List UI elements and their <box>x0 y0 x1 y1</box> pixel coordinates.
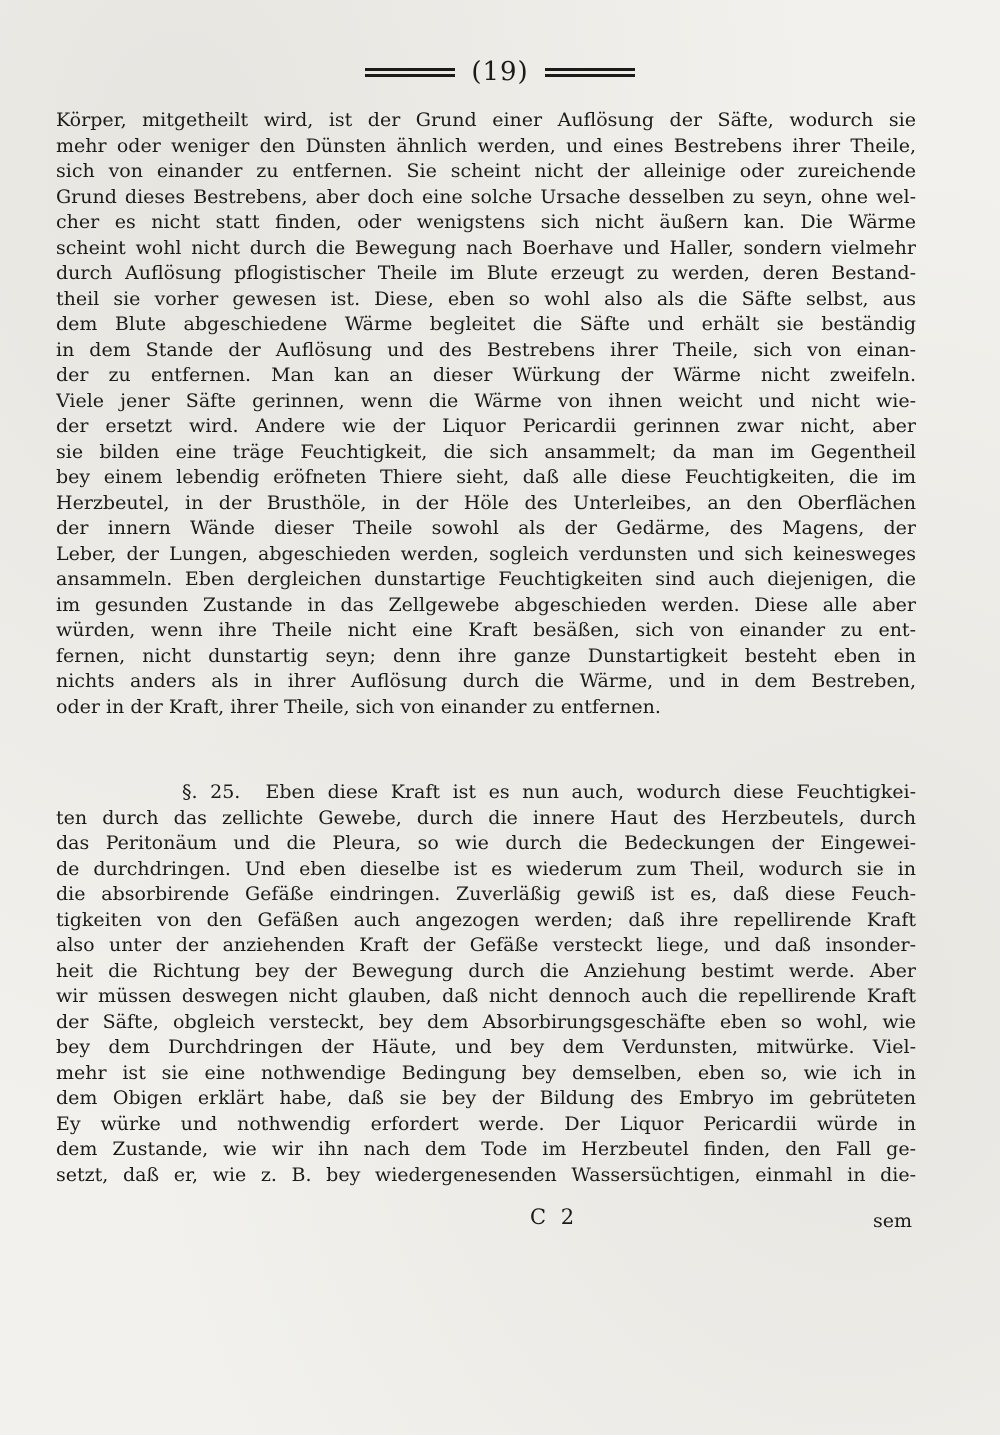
text-line: mehr ist sie eine nothwendige Bedingung bey demselben, eben so, wie ich in <box>56 1061 916 1084</box>
text-line: heit die Richtung bey der Bewegung durch die Anziehung bestimt werde. Aber <box>56 959 916 982</box>
text-line: Herzbeutel, in der Brusthöle, in der Höle des Unterleibes, an den Oberflächen <box>56 491 916 514</box>
paragraph-2 <box>56 780 916 1188</box>
text-line: nichts anders als in ihrer Auflösung durch die Wärme, und in dem Bestreben, <box>56 670 916 692</box>
text-line: Körper, mitgetheilt wird, ist der Grund einer Auflösung der Säfte, wodurch sie <box>56 109 916 131</box>
text-line: dem Blute abgeschiedene Wärme begleitet die Säfte und erhält sie beständig <box>56 313 916 335</box>
text-line: der innern Wände dieser Theile sowohl als der Gedärme, des Magens, der <box>56 517 916 539</box>
text-line: der zu entfernen. Man kan an dieser Würkung der Wärme nicht zweifeln. <box>56 364 916 386</box>
text-line: tigkeiten von den Gefäßen auch angezogen werden; daß ihre repellirende Kraft <box>56 908 916 931</box>
text-line: das Peritonäum und die Pleura, so wie durch die Bedeckungen der Eingewei- <box>56 832 916 854</box>
text-line: Ey würke und nothwendig erfordert werde. Der Liquor Pericardii würde in <box>56 1112 916 1135</box>
text-line: Leber, der Lungen, abgeschieden werden, sogleich verdunsten und sich keinesweges <box>56 542 916 565</box>
text-line: setzt, daß er, wie z. B. bey wiedergenesenden Wassersüchtigen, einmahl in die- <box>56 1163 916 1186</box>
text-line: de durchdringen. Und eben dieselbe ist es wiederum zum Theil, wodurch sie in <box>56 857 916 880</box>
paragraph-1 <box>56 108 916 720</box>
text-line: im gesunden Zustande in das Zellgewebe abgeschieden werden. Diese alle aber <box>56 593 916 616</box>
text-line: ansammeln. Eben dergleichen dunstartige Feuchtigkeiten sind auch diejenigen, die <box>56 568 916 590</box>
text-line: bey einem lebendig eröfneten Thiere sieht, daß alle diese Feuchtigkeiten, die im <box>56 466 916 488</box>
catchword: sem <box>872 1210 912 1232</box>
text-line: oder in der Kraft, ihrer Theile, sich von einander zu entfernen. <box>56 695 661 718</box>
text-line: §. 25. Eben diese Kraft ist es nun auch, wodurch diese Feuchtigkei- <box>56 781 916 803</box>
text-line: theil sie vorher gewesen ist. Diese, eben so wohl also als die Säfte selbst, aus <box>56 287 916 310</box>
text-line: Viele jener Säfte gerinnen, wenn die Wärme von ihnen weicht und nicht wie- <box>56 389 916 412</box>
text-line: in dem Stande der Auflösung und des Bestrebens ihrer Theile, sich von einan- <box>56 338 916 361</box>
text-line: scheint wohl nicht durch die Bewegung nach Boerhave und Haller, sondern vielmehr <box>56 236 916 259</box>
signature-mark: C 2 <box>530 1205 579 1229</box>
text-line: sich von einander zu entfernen. Sie scheint nicht der alleinige oder zureichende <box>56 160 916 182</box>
text-line: der ersetzt wird. Andere wie der Liquor Pericardii gerinnen zwar nicht, aber <box>56 415 916 437</box>
text-line: bey dem Durchdringen der Häute, und bey dem Verdunsten, mitwürke. Viel- <box>56 1036 916 1058</box>
header-rule-left <box>365 68 455 77</box>
text-line: würden, wenn ihre Theile nicht eine Kraft besäßen, sich von einander zu ent- <box>56 619 916 641</box>
text-line: also unter der anziehenden Kraft der Gefäße versteckt liege, und daß insonder- <box>56 934 916 956</box>
page-number: (19) <box>471 57 529 87</box>
text-line: fernen, nicht dunstartig seyn; denn ihre ganze Dunstartigkeit besteht eben in <box>56 644 916 667</box>
text-line: dem Obigen erklärt habe, daß sie bey der Bildung des Embryo im gebrüteten <box>56 1087 916 1109</box>
text-line: sie bilden eine träge Feuchtigkeit, die sich ansammelt; da man im Gegentheil <box>56 440 916 463</box>
text-line: wir müssen deswegen nicht glauben, daß nicht dennoch auch die repellirende Kraft <box>56 985 916 1007</box>
text-line: die absorbirende Gefäße eindringen. Zuverläßig gewiß ist es, daß diese Feuch- <box>56 883 916 905</box>
text-line: dem Zustande, wie wir ihn nach dem Tode im Herzbeutel finden, den Fall ge- <box>56 1138 916 1160</box>
text-line: Grund dieses Bestrebens, aber doch eine solche Ursache desselben zu seyn, ohne wel- <box>56 185 916 208</box>
text-line: ten durch das zellichte Gewebe, durch die innere Haut des Herzbeutels, durch <box>56 806 916 829</box>
text-line: cher es nicht statt finden, oder wenigstens sich nicht äußern kan. Die Wärme <box>56 211 916 233</box>
page-header <box>0 52 1000 92</box>
text-line: durch Auflösung pflogistischer Theile im Blute erzeugt zu werden, deren Bestand- <box>56 262 916 284</box>
text-line: mehr oder weniger den Dünsten ähnlich werden, und eines Bestrebens ihrer Theile, <box>56 134 916 157</box>
header-rule-right <box>545 68 635 77</box>
text-line: der Säfte, obgleich versteckt, bey dem Absorbirungsgeschäfte eben so wohl, wie <box>56 1010 916 1033</box>
